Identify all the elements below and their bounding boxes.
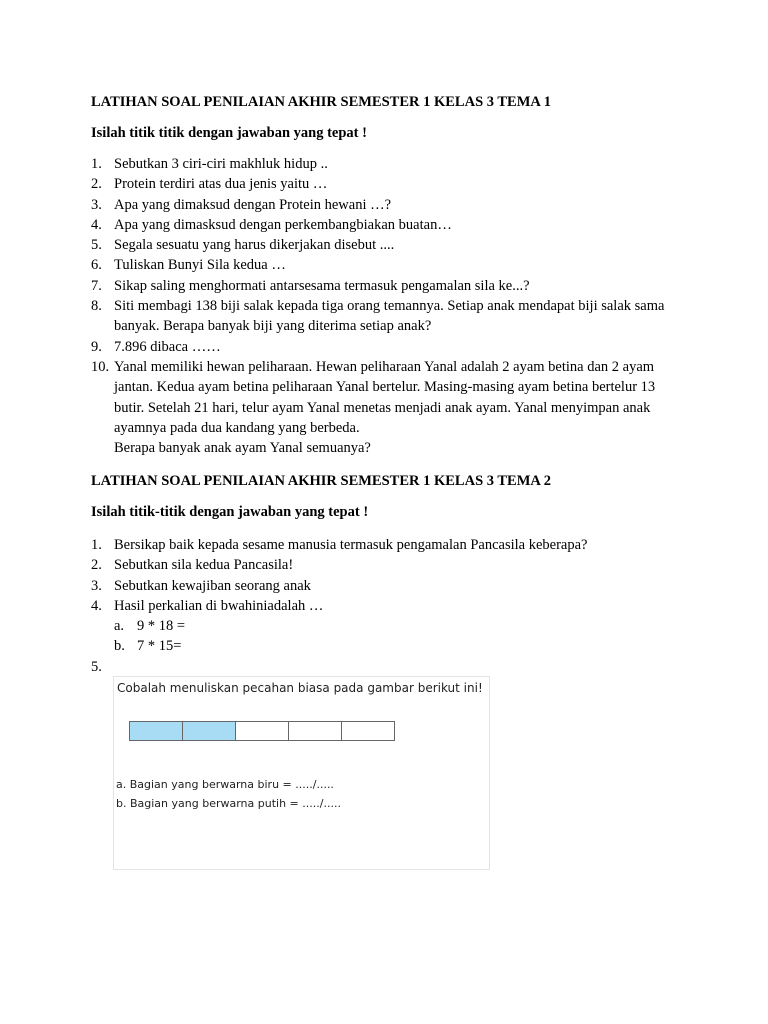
list-item: 3. Apa yang dimaksud dengan Protein hewani …? <box>91 196 392 213</box>
figure-question-b: b. Bagian yang berwarna putih = ...../..... <box>116 797 341 810</box>
list-item: 4. Hasil perkalian di bwahiniadalah … a. 9 * 18 = b. 7 * 15= <box>91 596 671 657</box>
list-item: 6. Tuliskan Bunyi Sila kedua … <box>91 257 286 274</box>
list-item: 9. 7.896 dibaca …… <box>91 338 221 355</box>
figure-instruction: Cobalah menuliskan pecahan biasa pada gambar berikut ini! <box>117 681 483 695</box>
multiplication-sublist <box>114 616 671 657</box>
list-item: 3. Sebutkan kewajiban seorang anak <box>91 577 311 594</box>
fraction-cell-white <box>341 721 395 741</box>
list-item: 8. Siti membagi 138 biji salak kepada tiga orang temannya. Setiap anak mendapat biji salak sama banyak. Berapa banyak biji yang diterima setiap anak? <box>91 298 665 335</box>
fraction-cell-blue <box>129 721 183 741</box>
list-item: 7. Sikap saling menghormati antarsesama termasuk pengamalan sila ke...? <box>91 277 530 294</box>
section1-question-list <box>91 154 671 458</box>
list-item: 10. Yanal memiliki hewan peliharaan. Hewan peliharaan Yanal adalah 2 ayam betina dan 2 ayam jantan. Kedua ayam betina peliharaan Yanal bertelur. Masing-masing ayam betina bertelur 13 butir. Setelah 21 hari, telur ayam Yanal menetas menjadi anak ayam. Yanal menyimpan anak ayamnya pada dua kandang yang berbeda. Berapa banyak anak ayam Yanal semuanya? <box>91 358 656 457</box>
fraction-bar <box>129 721 395 741</box>
fraction-figure <box>113 676 490 870</box>
sub-list-item: a. 9 * 18 = <box>114 618 186 635</box>
section2-question-list: 1. Bersikap baik kepada sesame manusia termasuk pengamalan Pancasila keberapa? 2. Sebutkan sila kedua Pancasila! 3. Sebutkan kewajiban seorang anak 4. Hasil perkalian di bwahiniadalah … a. 9 * 18 = b. 7 * 15= 5. <box>91 535 671 657</box>
list-item: 4. Apa yang dimasksud dengan perkembangbiakan buatan… <box>91 216 452 233</box>
list-item: 5. Segala sesuatu yang harus dikerjakan disebut .... <box>91 237 395 254</box>
fraction-cell-blue <box>182 721 236 741</box>
fraction-cell-white <box>235 721 289 741</box>
section1-instruction: Isilah titik titik dengan jawaban yang tepat ! <box>91 125 367 141</box>
list-item: 2. Protein terdiri atas dua jenis yaitu … <box>91 176 328 193</box>
list-item: 1. Sebutkan 3 ciri-ciri makhluk hidup .. <box>91 156 328 172</box>
section2-title: LATIHAN SOAL PENILAIAN AKHIR SEMESTER 1 KELAS 3 TEMA 2 <box>91 473 551 489</box>
list-item: 1. Bersikap baik kepada sesame manusia termasuk pengamalan Pancasila keberapa? <box>91 537 588 553</box>
section2-instruction: Isilah titik-titik dengan jawaban yang tepat ! <box>91 504 369 520</box>
figure-question-a: a. Bagian yang berwarna biru = ...../..... <box>116 778 334 791</box>
section1-title: LATIHAN SOAL PENILAIAN AKHIR SEMESTER 1 KELAS 3 TEMA 1 <box>91 94 551 110</box>
sub-list-item: b. 7 * 15= <box>114 638 182 655</box>
list-item: 2. Sebutkan sila kedua Pancasila! <box>91 557 294 574</box>
fraction-cell-white <box>288 721 342 741</box>
